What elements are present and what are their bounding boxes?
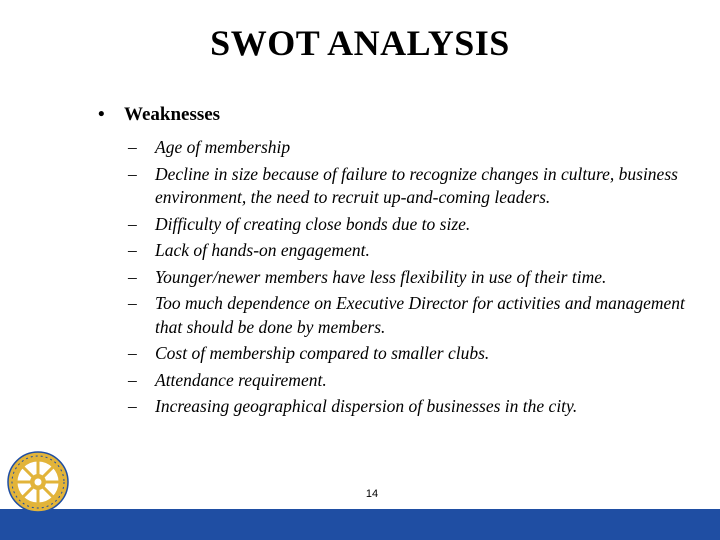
list-item-text: Lack of hands-on engagement. — [155, 240, 370, 260]
dash-marker: – — [128, 293, 137, 313]
dash-marker: – — [128, 213, 137, 234]
list-item — [128, 369, 708, 393]
list-item — [128, 239, 708, 263]
slide-title: SWOT ANALYSIS — [210, 23, 510, 63]
list-item-text: Decline in size because of failure to recognize changes in culture, business environment, the need to recruit up-and-coming leaders. — [155, 163, 678, 207]
rotary-wheel-logo-icon — [6, 450, 70, 514]
dash-marker: – — [128, 396, 137, 416]
list-item-text: Age of membership — [155, 137, 291, 157]
list-item — [128, 163, 708, 210]
list-item-text: Younger/newer members have less flexibility in use of their time. — [155, 266, 607, 287]
weakness-list — [128, 136, 708, 422]
dash-marker: – — [128, 343, 137, 363]
list-item — [128, 266, 708, 290]
list-item-text: Difficulty of creating close bonds due to size. — [155, 213, 471, 234]
list-item-text: Too much dependence on Executive Director for activities and management that should be done by members. — [155, 293, 685, 337]
section-heading-text: Weaknesses — [124, 104, 221, 125]
list-item-text: Increasing geographical dispersion of businesses in the city. — [155, 396, 578, 416]
dash-marker: – — [128, 266, 137, 287]
dash-marker: – — [128, 137, 137, 157]
page-number: 14 — [365, 488, 379, 500]
footer-band — [0, 509, 720, 540]
list-item — [128, 395, 708, 419]
list-item — [128, 136, 708, 160]
dash-marker: – — [128, 240, 137, 260]
list-item — [128, 342, 708, 366]
section-heading — [98, 104, 220, 126]
dash-marker: – — [128, 163, 137, 184]
list-item — [128, 213, 708, 237]
list-item — [128, 292, 708, 339]
dash-marker: – — [128, 369, 137, 390]
list-item-text: Cost of membership compared to smaller clubs. — [155, 343, 490, 363]
bullet-marker: • — [98, 104, 105, 125]
list-item-text: Attendance requirement. — [155, 369, 327, 390]
